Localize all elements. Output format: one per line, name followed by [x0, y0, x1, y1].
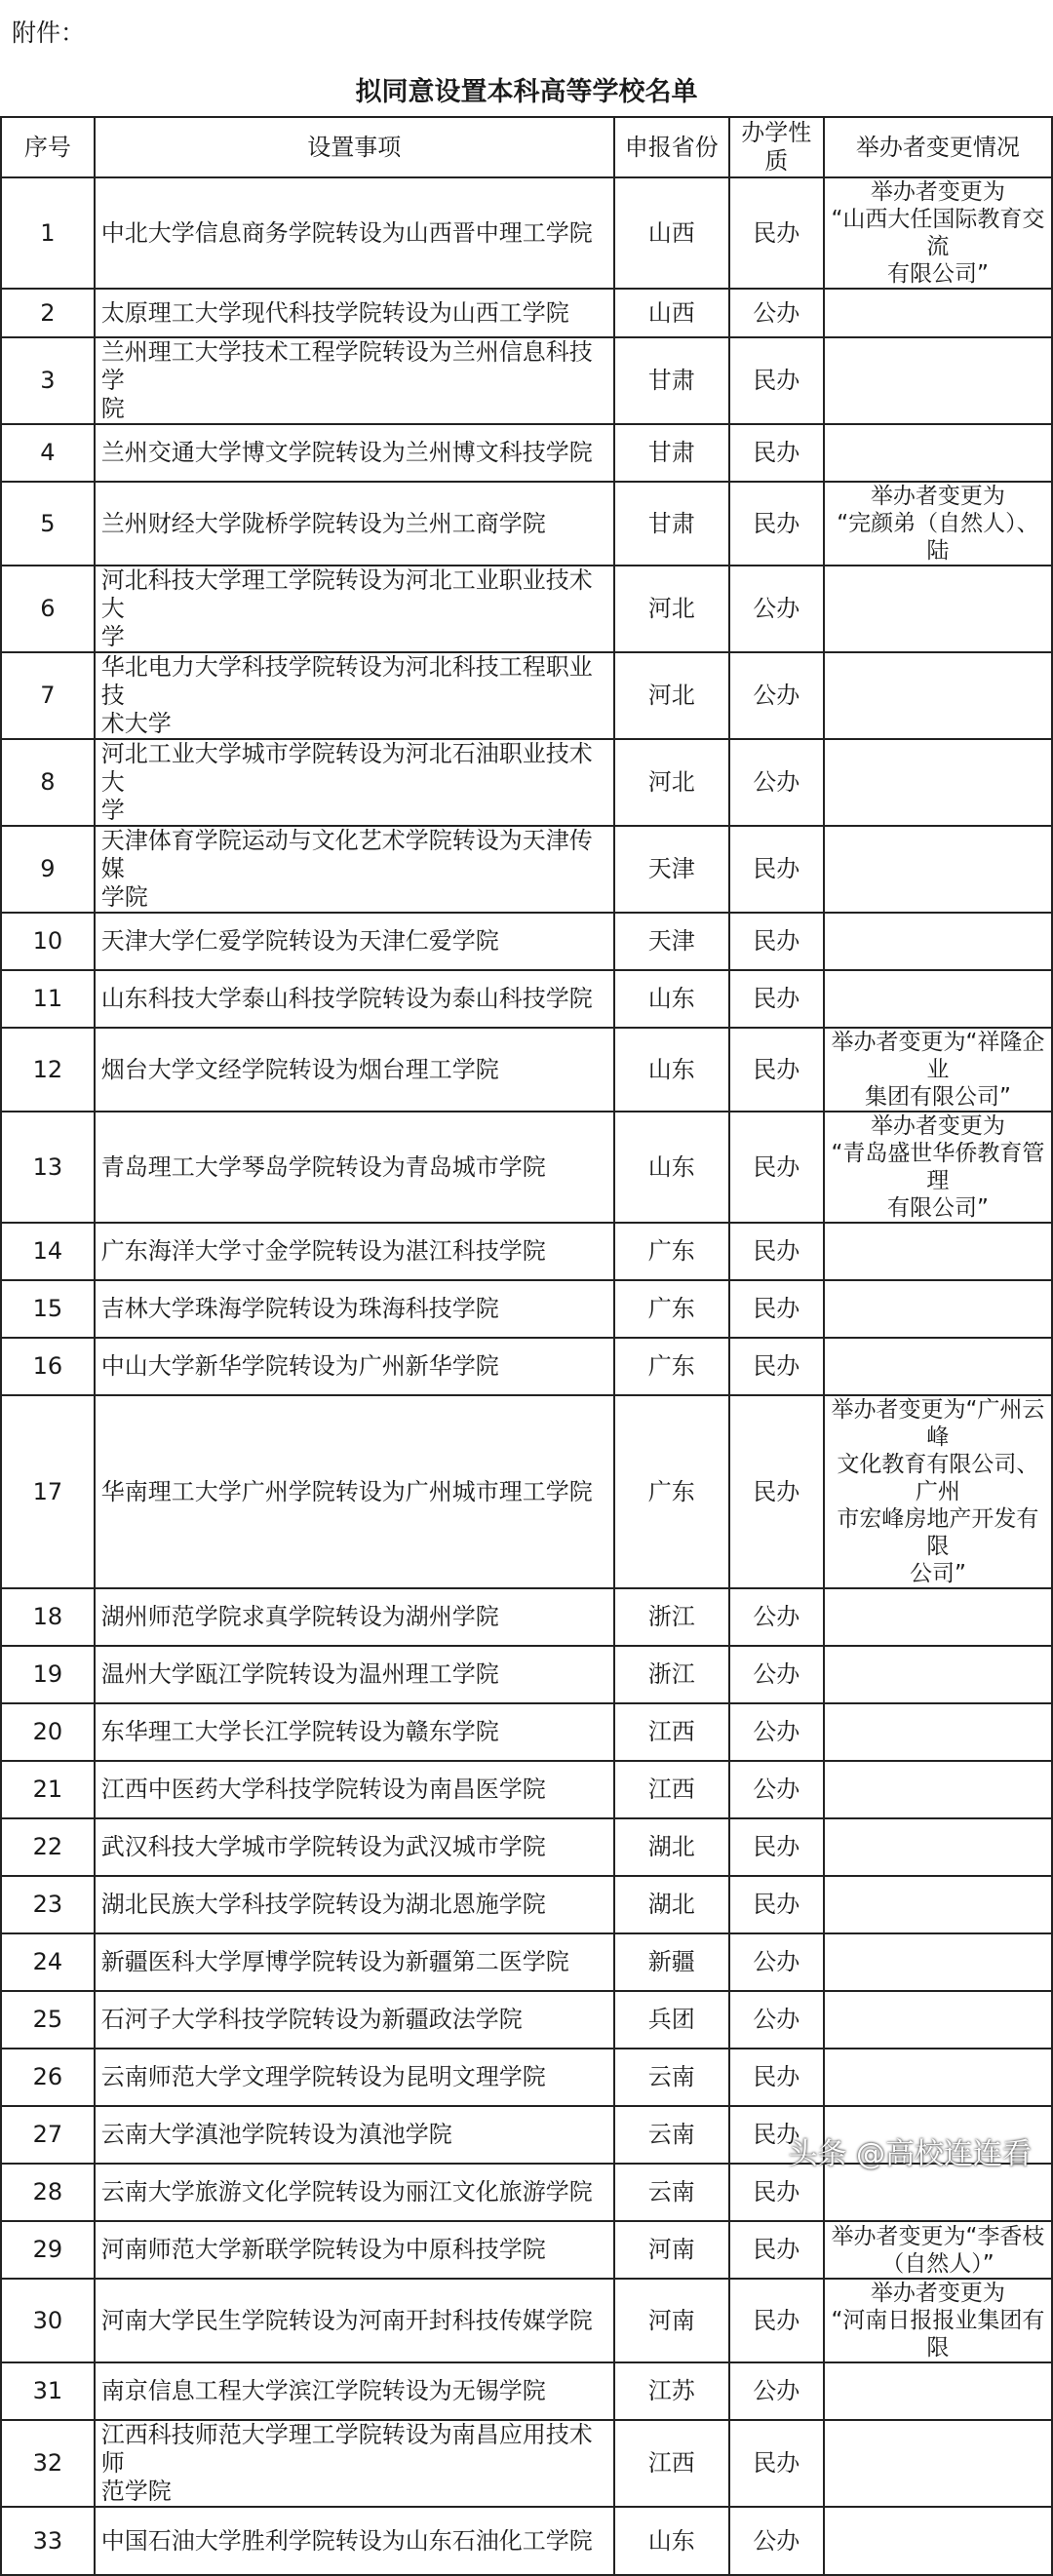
cell-change: 举办者变更为 “青岛盛世华侨教育管理 有限公司”: [824, 1112, 1052, 1223]
cell-province: 山东: [614, 1112, 729, 1223]
cell-type: 公办: [729, 652, 824, 739]
cell-item: 新疆医科大学厚博学院转设为新疆第二医学院: [95, 1933, 614, 1991]
cell-no: 9: [1, 826, 95, 913]
attachment-label: 附件：: [12, 19, 86, 47]
cell-no: 21: [1, 1761, 95, 1818]
cell-no: 24: [1, 1933, 95, 1991]
cell-change: [824, 1876, 1052, 1933]
table-row: [1, 1395, 1052, 1588]
table-row: [1, 289, 1052, 337]
table-row: [1, 177, 1052, 289]
cell-type: 民办: [729, 1876, 824, 1933]
header-item: 设置事项: [95, 117, 614, 177]
cell-item: 河北工业大学城市学院转设为河北石油职业技术大 学: [95, 739, 614, 826]
table-row: [1, 1703, 1052, 1761]
cell-item: 兰州理工大学技术工程学院转设为兰州信息科技学 院: [95, 337, 614, 424]
cell-province: 湖北: [614, 1876, 729, 1933]
cell-no: 17: [1, 1395, 95, 1588]
cell-item: 云南大学旅游文化学院转设为丽江文化旅游学院: [95, 2164, 614, 2221]
cell-type: 公办: [729, 289, 824, 337]
cell-no: 31: [1, 2362, 95, 2420]
cell-province: 河北: [614, 652, 729, 739]
table-row: [1, 1280, 1052, 1338]
cell-item: 中北大学信息商务学院转设为山西晋中理工学院: [95, 177, 614, 289]
cell-change: [824, 1818, 1052, 1876]
cell-no: 29: [1, 2221, 95, 2279]
cell-no: 19: [1, 1646, 95, 1703]
table-row: [1, 1761, 1052, 1818]
table-row: [1, 2279, 1052, 2362]
cell-no: 8: [1, 739, 95, 826]
cell-item: 石河子大学科技学院转设为新疆政法学院: [95, 1991, 614, 2049]
table-row: [1, 1876, 1052, 1933]
header-no: 序号: [1, 117, 95, 177]
cell-change: 举办者变更为“祥隆企业 集团有限公司”: [824, 1028, 1052, 1112]
cell-item: 云南大学滇池学院转设为滇池学院: [95, 2106, 614, 2164]
cell-no: 6: [1, 566, 95, 652]
cell-type: 民办: [729, 1818, 824, 1876]
cell-change: [824, 1703, 1052, 1761]
cell-province: 山西: [614, 177, 729, 289]
table-row: [1, 1933, 1052, 1991]
document-title: 拟同意设置本科高等学校名单: [355, 77, 698, 107]
table-row: [1, 2507, 1052, 2575]
cell-type: 公办: [729, 566, 824, 652]
cell-item: 东华理工大学长江学院转设为赣东学院: [95, 1703, 614, 1761]
cell-type: 民办: [729, 1338, 824, 1395]
table-row: [1, 424, 1052, 482]
cell-type: 公办: [729, 1991, 824, 2049]
cell-change: [824, 1588, 1052, 1646]
cell-type: 民办: [729, 2164, 824, 2221]
cell-province: 浙江: [614, 1646, 729, 1703]
cell-type: 公办: [729, 2507, 824, 2575]
cell-item: 吉林大学珠海学院转设为珠海科技学院: [95, 1280, 614, 1338]
cell-type: 公办: [729, 1646, 824, 1703]
cell-item: 南京信息工程大学滨江学院转设为无锡学院: [95, 2362, 614, 2420]
cell-no: 14: [1, 1223, 95, 1280]
cell-province: 广东: [614, 1338, 729, 1395]
cell-no: 30: [1, 2279, 95, 2362]
cell-change: 举办者变更为 “河南日报报业集团有限: [824, 2279, 1052, 2362]
cell-change: [824, 970, 1052, 1028]
cell-change: [824, 289, 1052, 337]
cell-type: 民办: [729, 826, 824, 913]
cell-item: 江西科技师范大学理工学院转设为南昌应用技术师 范学院: [95, 2420, 614, 2507]
cell-province: 云南: [614, 2106, 729, 2164]
cell-type: 民办: [729, 337, 824, 424]
cell-no: 3: [1, 337, 95, 424]
cell-province: 甘肃: [614, 482, 729, 566]
cell-province: 江苏: [614, 2362, 729, 2420]
cell-province: 云南: [614, 2164, 729, 2221]
cell-change: [824, 2420, 1052, 2507]
table-header-row: [1, 117, 1052, 177]
header-type: 办学性 质: [729, 117, 824, 177]
header-change: 举办者变更情况: [824, 117, 1052, 177]
cell-item: 温州大学瓯江学院转设为温州理工学院: [95, 1646, 614, 1703]
cell-type: 民办: [729, 424, 824, 482]
table-row: [1, 2420, 1052, 2507]
cell-no: 27: [1, 2106, 95, 2164]
cell-no: 12: [1, 1028, 95, 1112]
cell-type: 民办: [729, 2221, 824, 2279]
table-row: [1, 970, 1052, 1028]
cell-item: 湖北民族大学科技学院转设为湖北恩施学院: [95, 1876, 614, 1933]
cell-type: 民办: [729, 177, 824, 289]
table-row: [1, 2221, 1052, 2279]
cell-change: [824, 2049, 1052, 2106]
cell-item: 烟台大学文经学院转设为烟台理工学院: [95, 1028, 614, 1112]
cell-item: 河北科技大学理工学院转设为河北工业职业技术大 学: [95, 566, 614, 652]
table-row: [1, 2049, 1052, 2106]
cell-change: 举办者变更为“广州云峰 文化教育有限公司、广州 市宏峰房地产开发有限 公司”: [824, 1395, 1052, 1588]
cell-province: 江西: [614, 2420, 729, 2507]
cell-item: 青岛理工大学琴岛学院转设为青岛城市学院: [95, 1112, 614, 1223]
cell-change: [824, 652, 1052, 739]
table-row: [1, 739, 1052, 826]
cell-province: 天津: [614, 913, 729, 970]
cell-change: [824, 1280, 1052, 1338]
cell-change: [824, 2362, 1052, 2420]
cell-type: 民办: [729, 913, 824, 970]
table-row: [1, 2362, 1052, 2420]
cell-type: 民办: [729, 2106, 824, 2164]
cell-province: 河北: [614, 739, 729, 826]
cell-type: 民办: [729, 1112, 824, 1223]
cell-type: 民办: [729, 1280, 824, 1338]
cell-province: 山东: [614, 2507, 729, 2575]
cell-type: 民办: [729, 1028, 824, 1112]
cell-province: 广东: [614, 1280, 729, 1338]
cell-province: 广东: [614, 1395, 729, 1588]
table-row: [1, 826, 1052, 913]
cell-no: 5: [1, 482, 95, 566]
table-row: [1, 1646, 1052, 1703]
cell-change: [824, 1761, 1052, 1818]
table-row: [1, 1028, 1052, 1112]
cell-no: 11: [1, 970, 95, 1028]
cell-province: 天津: [614, 826, 729, 913]
cell-change: [824, 739, 1052, 826]
cell-change: [824, 1991, 1052, 2049]
cell-type: 民办: [729, 2279, 824, 2362]
cell-no: 7: [1, 652, 95, 739]
cell-item: 武汉科技大学城市学院转设为武汉城市学院: [95, 1818, 614, 1876]
cell-no: 33: [1, 2507, 95, 2575]
table-row: [1, 482, 1052, 566]
school-list-table: [0, 116, 1053, 2576]
cell-change: [824, 424, 1052, 482]
cell-change: [824, 1646, 1052, 1703]
cell-no: 4: [1, 424, 95, 482]
cell-change: [824, 1933, 1052, 1991]
cell-province: 广东: [614, 1223, 729, 1280]
cell-item: 江西中医药大学科技学院转设为南昌医学院: [95, 1761, 614, 1818]
table-row: [1, 1112, 1052, 1223]
table-row: [1, 1588, 1052, 1646]
cell-type: 民办: [729, 2049, 824, 2106]
table-row: [1, 1223, 1052, 1280]
watermark: 头条 @高校连连看: [788, 2137, 1032, 2171]
cell-type: 民办: [729, 2420, 824, 2507]
cell-type: 公办: [729, 1933, 824, 1991]
cell-change: [824, 337, 1052, 424]
cell-province: 云南: [614, 2049, 729, 2106]
table-row: [1, 1991, 1052, 2049]
cell-no: 15: [1, 1280, 95, 1338]
cell-item: 云南师范大学文理学院转设为昆明文理学院: [95, 2049, 614, 2106]
cell-no: 10: [1, 913, 95, 970]
cell-no: 16: [1, 1338, 95, 1395]
cell-no: 2: [1, 289, 95, 337]
cell-change: 举办者变更为 “山西大任国际教育交流 有限公司”: [824, 177, 1052, 289]
cell-change: [824, 2507, 1052, 2575]
cell-item: 华北电力大学科技学院转设为河北科技工程职业技 术大学: [95, 652, 614, 739]
cell-type: 公办: [729, 739, 824, 826]
table-row: [1, 913, 1052, 970]
table-row: [1, 566, 1052, 652]
cell-type: 公办: [729, 1588, 824, 1646]
cell-item: 太原理工大学现代科技学院转设为山西工学院: [95, 289, 614, 337]
cell-no: 25: [1, 1991, 95, 2049]
cell-province: 湖北: [614, 1818, 729, 1876]
cell-item: 中山大学新华学院转设为广州新华学院: [95, 1338, 614, 1395]
cell-province: 甘肃: [614, 337, 729, 424]
cell-province: 河南: [614, 2221, 729, 2279]
cell-province: 河北: [614, 566, 729, 652]
cell-change: [824, 1223, 1052, 1280]
cell-province: 山东: [614, 970, 729, 1028]
cell-type: 公办: [729, 1761, 824, 1818]
cell-type: 民办: [729, 1223, 824, 1280]
cell-item: 河南大学民生学院转设为河南开封科技传媒学院: [95, 2279, 614, 2362]
cell-no: 18: [1, 1588, 95, 1646]
cell-no: 28: [1, 2164, 95, 2221]
cell-province: 山西: [614, 289, 729, 337]
cell-province: 兵团: [614, 1991, 729, 2049]
cell-change: 举办者变更为 “完颜弟（自然人）、陆: [824, 482, 1052, 566]
cell-item: 兰州财经大学陇桥学院转设为兰州工商学院: [95, 482, 614, 566]
cell-no: 32: [1, 2420, 95, 2507]
cell-item: 华南理工大学广州学院转设为广州城市理工学院: [95, 1395, 614, 1588]
cell-province: 浙江: [614, 1588, 729, 1646]
cell-item: 兰州交通大学博文学院转设为兰州博文科技学院: [95, 424, 614, 482]
cell-change: [824, 913, 1052, 970]
cell-province: 甘肃: [614, 424, 729, 482]
cell-province: 新疆: [614, 1933, 729, 1991]
cell-no: 22: [1, 1818, 95, 1876]
cell-type: 民办: [729, 970, 824, 1028]
cell-item: 湖州师范学院求真学院转设为湖州学院: [95, 1588, 614, 1646]
cell-change: [824, 826, 1052, 913]
cell-no: 13: [1, 1112, 95, 1223]
table-row: [1, 1818, 1052, 1876]
cell-province: 江西: [614, 1703, 729, 1761]
cell-no: 26: [1, 2049, 95, 2106]
cell-no: 1: [1, 177, 95, 289]
cell-no: 20: [1, 1703, 95, 1761]
header-province: 申报省份: [614, 117, 729, 177]
cell-type: 民办: [729, 1395, 824, 1588]
cell-item: 中国石油大学胜利学院转设为山东石油化工学院: [95, 2507, 614, 2575]
cell-item: 山东科技大学泰山科技学院转设为泰山科技学院: [95, 970, 614, 1028]
cell-change: [824, 566, 1052, 652]
cell-type: 公办: [729, 1703, 824, 1761]
cell-change: 举办者变更为“李香枝 （自然人）”: [824, 2221, 1052, 2279]
cell-item: 天津大学仁爱学院转设为天津仁爱学院: [95, 913, 614, 970]
table-row: [1, 652, 1052, 739]
table-row: [1, 1338, 1052, 1395]
cell-type: 公办: [729, 2362, 824, 2420]
cell-item: 广东海洋大学寸金学院转设为湛江科技学院: [95, 1223, 614, 1280]
cell-province: 山东: [614, 1028, 729, 1112]
cell-change: [824, 1338, 1052, 1395]
cell-type: 民办: [729, 482, 824, 566]
table-row: [1, 337, 1052, 424]
cell-province: 江西: [614, 1761, 729, 1818]
cell-item: 河南师范大学新联学院转设为中原科技学院: [95, 2221, 614, 2279]
cell-item: 天津体育学院运动与文化艺术学院转设为天津传媒 学院: [95, 826, 614, 913]
cell-province: 河南: [614, 2279, 729, 2362]
cell-no: 23: [1, 1876, 95, 1933]
